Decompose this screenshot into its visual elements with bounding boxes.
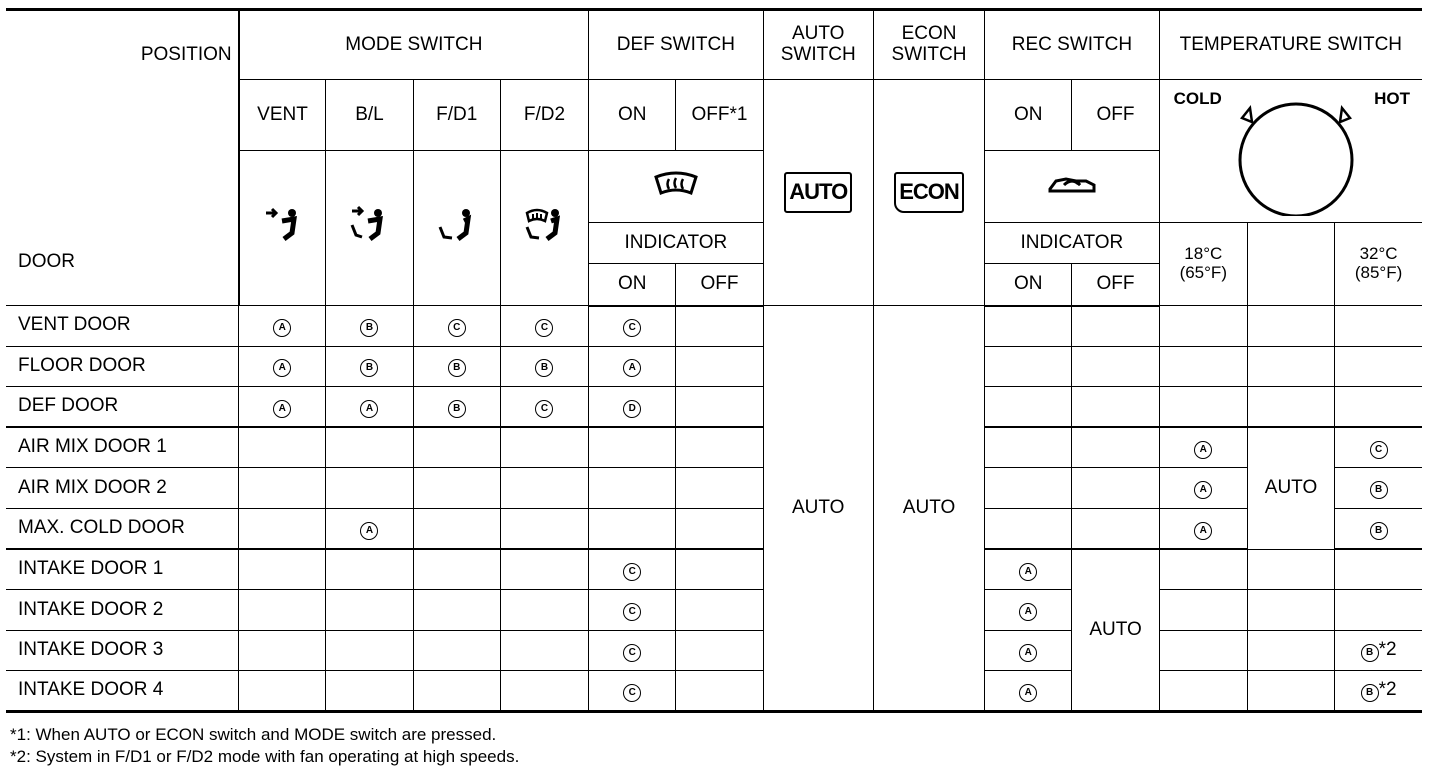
rec-on-cell bbox=[985, 346, 1072, 387]
def-on-cell bbox=[589, 549, 676, 590]
rec-on-cell bbox=[985, 508, 1072, 549]
position-marker-icon: B bbox=[1361, 644, 1379, 662]
rec-on-label: ON bbox=[985, 80, 1072, 151]
defroster-icon bbox=[653, 171, 699, 197]
table-row bbox=[6, 590, 1422, 631]
rec-off-auto-value: AUTO bbox=[1072, 549, 1159, 711]
footnote-1: *1: When AUTO or ECON switch and MODE switch are pressed. bbox=[10, 725, 497, 744]
rec-indicator-on-label: ON bbox=[985, 264, 1072, 306]
econ-icon: ECON bbox=[894, 172, 964, 212]
mode-cell bbox=[326, 508, 413, 549]
mode-cell bbox=[500, 427, 588, 468]
position-door-header bbox=[6, 10, 239, 306]
position-marker-icon: A bbox=[1019, 603, 1037, 621]
mode-cell bbox=[413, 671, 500, 712]
door-name: INTAKE DOOR 3 bbox=[6, 630, 239, 671]
temp-mid-cell bbox=[1247, 549, 1334, 590]
table-row bbox=[6, 306, 1422, 347]
position-marker-icon: C bbox=[448, 319, 466, 337]
position-label: POSITION bbox=[140, 44, 232, 65]
def-off-cell bbox=[676, 427, 763, 468]
rec-off-cell bbox=[1072, 346, 1159, 387]
position-marker-icon: A bbox=[273, 359, 291, 377]
rec-icon-cell bbox=[985, 151, 1159, 223]
mode-cell bbox=[239, 387, 326, 428]
def-off-cell bbox=[676, 346, 763, 387]
door-name: AIR MIX DOOR 1 bbox=[6, 427, 239, 468]
def-off-cell bbox=[676, 468, 763, 509]
temp-mid-auto-value: AUTO bbox=[1247, 427, 1334, 549]
recirculation-icon bbox=[1046, 171, 1098, 197]
temp-high-cell bbox=[1335, 346, 1422, 387]
auto-icon-cell bbox=[763, 80, 873, 306]
door-rows bbox=[6, 306, 1422, 712]
temp-mid-cell bbox=[1247, 387, 1334, 428]
auto-switch-header: AUTO SWITCH bbox=[763, 10, 873, 80]
mode-cell bbox=[326, 671, 413, 712]
def-indicator-on-label: ON bbox=[589, 264, 676, 306]
mode-cell bbox=[413, 427, 500, 468]
temperature-dial-cell bbox=[1159, 80, 1422, 223]
rec-on-cell bbox=[985, 306, 1072, 347]
foot-defrost-1-mode-icon bbox=[436, 205, 478, 245]
def-on-cell bbox=[589, 590, 676, 631]
footnote-2: *2: System in F/D1 or F/D2 mode with fan operating at high speeds. bbox=[10, 747, 520, 766]
temperature-dial-icon bbox=[1236, 98, 1356, 216]
mode-cell bbox=[326, 630, 413, 671]
temp-mid-cell bbox=[1247, 590, 1334, 631]
position-marker-icon: C bbox=[535, 400, 553, 418]
rec-off-cell bbox=[1072, 387, 1159, 428]
temp-mid-cell bbox=[1247, 630, 1334, 671]
temp-high-cell bbox=[1335, 549, 1422, 590]
temp-low-cell bbox=[1159, 468, 1247, 509]
mode-cell bbox=[413, 468, 500, 509]
position-marker-icon: B bbox=[360, 359, 378, 377]
footnote-ref: *2 bbox=[1378, 678, 1397, 700]
mode-switch-header: MODE SWITCH bbox=[239, 10, 589, 80]
door-name: AIR MIX DOOR 2 bbox=[6, 468, 239, 509]
temp-low-cell bbox=[1159, 590, 1247, 631]
mode-cell bbox=[413, 630, 500, 671]
def-on-cell bbox=[589, 468, 676, 509]
position-marker-icon: C bbox=[623, 684, 641, 702]
footnote-ref: *2 bbox=[1378, 638, 1397, 660]
door-name: DEF DOOR bbox=[6, 387, 239, 428]
position-marker-icon: C bbox=[623, 603, 641, 621]
position-marker-icon: D bbox=[623, 400, 641, 418]
position-marker-icon: A bbox=[1194, 441, 1212, 459]
rec-off-cell bbox=[1072, 468, 1159, 509]
position-marker-icon: B bbox=[535, 359, 553, 377]
temp-high-cell bbox=[1335, 306, 1422, 347]
door-name: INTAKE DOOR 4 bbox=[6, 671, 239, 712]
def-indicator-off-label: OFF bbox=[676, 264, 763, 306]
mode-cell bbox=[500, 630, 588, 671]
def-on-cell bbox=[589, 630, 676, 671]
fd2-mode-icon-cell bbox=[500, 151, 588, 306]
def-switch-header: DEF SWITCH bbox=[589, 10, 763, 80]
mode-cell bbox=[239, 468, 326, 509]
def-icon-cell bbox=[589, 151, 763, 223]
rec-on-cell bbox=[985, 671, 1072, 712]
position-marker-icon: A bbox=[360, 522, 378, 540]
temp-high-cell bbox=[1335, 630, 1422, 671]
position-marker-icon: C bbox=[623, 319, 641, 337]
table-row bbox=[6, 387, 1422, 428]
temp-high-cell bbox=[1335, 427, 1422, 468]
temp-low-label: 18°C (65°F) bbox=[1159, 223, 1247, 306]
mode-fd2-label: F/D2 bbox=[500, 80, 588, 151]
rec-on-cell bbox=[985, 590, 1072, 631]
def-off-cell bbox=[676, 508, 763, 549]
def-on-cell bbox=[589, 387, 676, 428]
rec-indicator-label: INDICATOR bbox=[985, 223, 1159, 264]
table-row bbox=[6, 671, 1422, 712]
rec-indicator-off-label: OFF bbox=[1072, 264, 1159, 306]
def-on-cell bbox=[589, 427, 676, 468]
mode-cell bbox=[239, 671, 326, 712]
table-row bbox=[6, 630, 1422, 671]
def-off-cell bbox=[676, 671, 763, 712]
temp-high-cell bbox=[1335, 387, 1422, 428]
vent-mode-icon-cell bbox=[239, 151, 326, 306]
position-marker-icon: A bbox=[1194, 481, 1212, 499]
mode-cell bbox=[413, 590, 500, 631]
mode-cell bbox=[413, 346, 500, 387]
def-indicator-label: INDICATOR bbox=[589, 223, 763, 264]
door-name: FLOOR DOOR bbox=[6, 346, 239, 387]
position-marker-icon: A bbox=[1019, 684, 1037, 702]
rec-on-cell bbox=[985, 630, 1072, 671]
mode-cell bbox=[413, 549, 500, 590]
table-row bbox=[6, 549, 1422, 590]
door-position-table bbox=[6, 8, 1422, 713]
def-off-cell bbox=[676, 387, 763, 428]
position-marker-icon: A bbox=[623, 359, 641, 377]
def-on-label: ON bbox=[589, 80, 676, 151]
table-row bbox=[6, 427, 1422, 468]
econ-switch-value: AUTO bbox=[873, 306, 984, 712]
position-marker-icon: A bbox=[1019, 563, 1037, 581]
position-marker-icon: B bbox=[448, 400, 466, 418]
rec-on-cell bbox=[985, 549, 1072, 590]
rec-off-cell bbox=[1072, 508, 1159, 549]
mode-cell bbox=[500, 549, 588, 590]
position-marker-icon: C bbox=[623, 644, 641, 662]
position-marker-icon: B bbox=[360, 319, 378, 337]
temp-mid-cell bbox=[1247, 346, 1334, 387]
mode-cell bbox=[326, 549, 413, 590]
vent-mode-icon bbox=[262, 205, 304, 245]
door-label: DOOR bbox=[18, 251, 75, 273]
temp-low-cell bbox=[1159, 387, 1247, 428]
table-row bbox=[6, 468, 1422, 509]
mode-cell bbox=[500, 468, 588, 509]
mode-vent-label: VENT bbox=[239, 80, 326, 151]
rec-on-cell bbox=[985, 468, 1072, 509]
mode-cell bbox=[326, 306, 413, 347]
def-off-cell bbox=[676, 590, 763, 631]
position-marker-icon: B bbox=[1370, 481, 1388, 499]
mode-cell bbox=[326, 468, 413, 509]
bl-mode-icon-cell bbox=[326, 151, 413, 306]
mode-cell bbox=[413, 508, 500, 549]
rec-switch-header: REC SWITCH bbox=[985, 10, 1159, 80]
foot-defrost-2-mode-icon bbox=[523, 205, 565, 245]
def-on-cell bbox=[589, 508, 676, 549]
mode-cell bbox=[413, 306, 500, 347]
rec-off-cell bbox=[1072, 427, 1159, 468]
mode-cell bbox=[326, 427, 413, 468]
door-position-table-wrapper bbox=[6, 8, 1422, 713]
temp-high-cell bbox=[1335, 468, 1422, 509]
mode-cell bbox=[500, 671, 588, 712]
def-off-cell bbox=[676, 630, 763, 671]
def-off-cell bbox=[676, 549, 763, 590]
mode-cell bbox=[239, 630, 326, 671]
mode-cell bbox=[239, 306, 326, 347]
footnotes bbox=[10, 724, 519, 768]
temp-low-cell bbox=[1159, 671, 1247, 712]
temp-high-cell bbox=[1335, 508, 1422, 549]
position-marker-icon: A bbox=[273, 319, 291, 337]
temperature-switch-header: TEMPERATURE SWITCH bbox=[1159, 10, 1422, 80]
econ-icon-cell bbox=[873, 80, 984, 306]
position-marker-icon: B bbox=[448, 359, 466, 377]
position-marker-icon: A bbox=[1019, 644, 1037, 662]
temp-high-cell bbox=[1335, 671, 1422, 712]
rec-off-label: OFF bbox=[1072, 80, 1159, 151]
temp-low-cell bbox=[1159, 346, 1247, 387]
position-marker-icon: C bbox=[1370, 441, 1388, 459]
temp-mid-cell bbox=[1247, 306, 1334, 347]
position-marker-icon: C bbox=[535, 319, 553, 337]
door-name: VENT DOOR bbox=[6, 306, 239, 347]
rec-on-cell bbox=[985, 387, 1072, 428]
mode-cell bbox=[326, 590, 413, 631]
mode-bl-label: B/L bbox=[326, 80, 413, 151]
mode-cell bbox=[239, 346, 326, 387]
temp-low-cell bbox=[1159, 427, 1247, 468]
position-marker-icon: C bbox=[623, 563, 641, 581]
table-row bbox=[6, 508, 1422, 549]
mode-cell bbox=[239, 549, 326, 590]
temp-low-cell bbox=[1159, 306, 1247, 347]
door-name: MAX. COLD DOOR bbox=[6, 508, 239, 549]
position-marker-icon: A bbox=[360, 400, 378, 418]
door-name: INTAKE DOOR 2 bbox=[6, 590, 239, 631]
def-off-label: OFF*1 bbox=[676, 80, 763, 151]
bilevel-mode-icon bbox=[348, 205, 390, 245]
mode-cell bbox=[239, 427, 326, 468]
temp-mid-blank bbox=[1247, 223, 1334, 306]
temp-high-label: 32°C (85°F) bbox=[1335, 223, 1422, 306]
cold-label: COLD bbox=[1173, 89, 1222, 108]
temp-low-cell bbox=[1159, 508, 1247, 549]
mode-cell bbox=[413, 387, 500, 428]
auto-switch-value: AUTO bbox=[763, 306, 873, 712]
def-on-cell bbox=[589, 306, 676, 347]
mode-cell bbox=[500, 590, 588, 631]
temp-low-cell bbox=[1159, 549, 1247, 590]
temp-high-cell bbox=[1335, 590, 1422, 631]
def-on-cell bbox=[589, 671, 676, 712]
mode-cell bbox=[500, 306, 588, 347]
rec-off-cell bbox=[1072, 306, 1159, 347]
hot-label: HOT bbox=[1374, 89, 1410, 108]
temp-low-cell bbox=[1159, 630, 1247, 671]
table-row bbox=[6, 346, 1422, 387]
temp-mid-cell bbox=[1247, 671, 1334, 712]
position-marker-icon: A bbox=[273, 400, 291, 418]
def-on-cell bbox=[589, 346, 676, 387]
position-marker-icon: B bbox=[1361, 684, 1379, 702]
door-name: INTAKE DOOR 1 bbox=[6, 549, 239, 590]
position-marker-icon: A bbox=[1194, 522, 1212, 540]
fd1-mode-icon-cell bbox=[413, 151, 500, 306]
position-marker-icon: B bbox=[1370, 522, 1388, 540]
auto-icon: AUTO bbox=[784, 172, 852, 212]
mode-cell bbox=[239, 508, 326, 549]
mode-cell bbox=[326, 387, 413, 428]
mode-cell bbox=[326, 346, 413, 387]
mode-cell bbox=[500, 508, 588, 549]
mode-cell bbox=[500, 387, 588, 428]
def-off-cell bbox=[676, 306, 763, 347]
econ-switch-header: ECON SWITCH bbox=[873, 10, 984, 80]
rec-on-cell bbox=[985, 427, 1072, 468]
mode-cell bbox=[500, 346, 588, 387]
mode-fd1-label: F/D1 bbox=[413, 80, 500, 151]
mode-cell bbox=[239, 590, 326, 631]
